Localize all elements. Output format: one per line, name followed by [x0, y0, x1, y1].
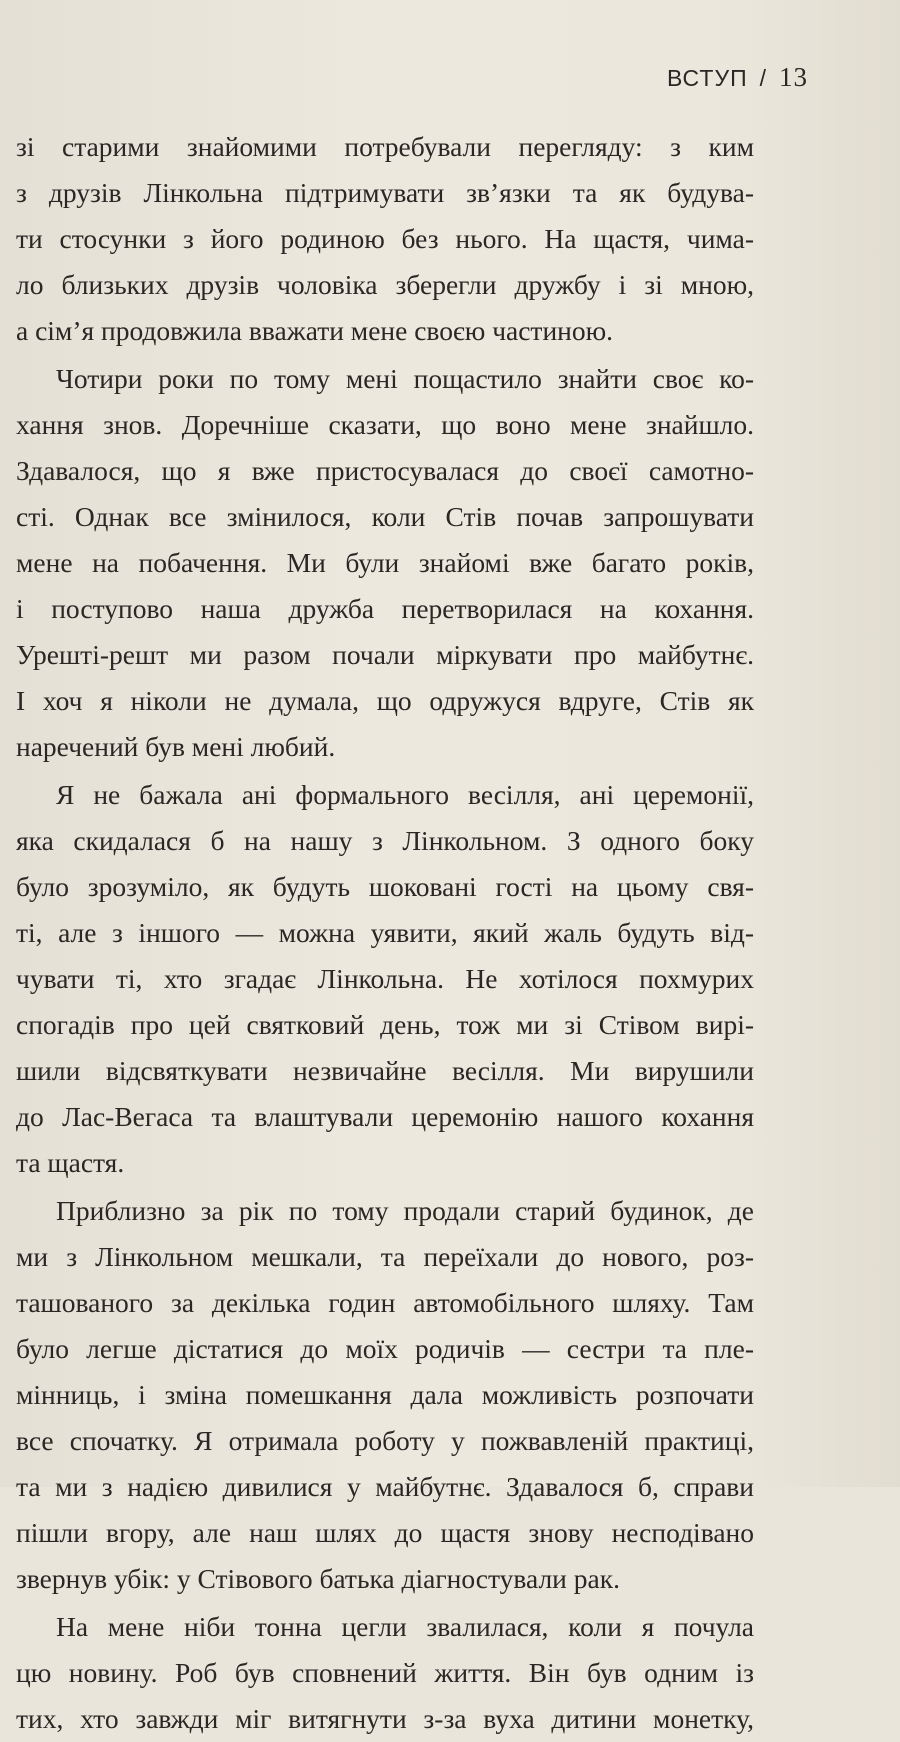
paragraph	[16, 356, 754, 770]
page-number: 13	[779, 62, 808, 92]
text-line: ми з Лінкольном мешкали, та переїхали до нового, роз-	[16, 1241, 754, 1272]
header-separator: /	[759, 65, 767, 91]
text-line: хання знов. Доречніше сказати, що воно мене знайшло.	[16, 409, 754, 440]
body-text	[16, 124, 754, 1742]
text-line: ташованого за декілька годин автомобільного шляху. Там	[16, 1287, 754, 1318]
section-title: ВСТУП	[666, 65, 748, 91]
paragraph	[16, 1604, 754, 1742]
text-line: до Лас-Вегаса та влаштували церемонію нашого кохання	[16, 1101, 754, 1132]
text-line: та ми з надією дивилися у майбутнє. Здавалося б, справи	[16, 1471, 754, 1502]
text-line: чувати ті, хто згадає Лінкольна. Не хотілося похмурих	[16, 963, 754, 994]
text-line: і поступово наша дружба перетворилася на кохання.	[16, 593, 754, 624]
paragraph	[16, 772, 754, 1186]
text-line: пішли вгору, але наш шлях до щастя знову несподівано	[16, 1517, 754, 1548]
text-line: а сім’я продовжила вважати мене своєю частиною.	[16, 315, 614, 346]
text-line: було легше дістатися до моїх родичів — сестри та пле-	[16, 1333, 754, 1364]
text-line: спогадів про цей святковий день, тож ми зі Стівом вирі-	[16, 1009, 754, 1040]
text-line: зі старими знайомими потребували перегляду: з ким	[16, 131, 754, 162]
text-line: ті, але з іншого — можна уявити, який жаль будуть від-	[16, 917, 754, 948]
text-line: сті. Однак все змінилося, коли Стів почав запрошувати	[16, 501, 754, 532]
text-line: мінниць, і зміна помешкання дала можливість розпочати	[16, 1379, 754, 1410]
text-line: цю новину. Роб був сповнений життя. Він був одним із	[16, 1657, 754, 1688]
running-head	[667, 62, 808, 93]
paragraph	[16, 1188, 754, 1602]
text-line: Урешті-решт ми разом почали міркувати про майбутнє.	[16, 639, 754, 670]
text-line: тих, хто завжди міг витягнути з-за вуха дитини монетку,	[16, 1703, 754, 1734]
text-line: На мене ніби тонна цегли звалилася, коли я почула	[56, 1611, 754, 1642]
text-line: мене на побачення. Ми були знайомі вже багато років,	[16, 547, 754, 578]
text-line: Я не бажала ані формального весілля, ані церемонії,	[56, 779, 754, 810]
text-line: з друзів Лінкольна підтримувати зв’язки та як будува-	[16, 177, 754, 208]
text-line: було зрозуміло, як будуть шоковані гості на цьому свя-	[16, 871, 754, 902]
text-line: та щастя.	[16, 1147, 125, 1178]
text-line: І хоч я ніколи не думала, що одружуся вдруге, Стів як	[16, 685, 754, 716]
text-line: ти стосунки з його родиною без нього. На щастя, чима-	[16, 223, 754, 254]
text-line: Приблизно за рік по тому продали старий будинок, де	[56, 1195, 754, 1226]
text-line: шили відсвяткувати незвичайне весілля. Ми вирушили	[16, 1055, 754, 1086]
text-line: яка скидалася б на нашу з Лінкольном. З одного боку	[16, 825, 754, 856]
text-line: наречений був мені любий.	[16, 731, 336, 762]
text-line: Чотири роки по тому мені пощастило знайти своє ко-	[56, 363, 754, 394]
text-line: звернув убік: у Стівового батька діагностували рак.	[16, 1563, 620, 1594]
text-line: ло близьких друзів чоловіка зберегли дружбу і зі мною,	[16, 269, 754, 300]
text-line: все спочатку. Я отримала роботу у пожвавленій практиці,	[16, 1425, 754, 1456]
text-line: Здавалося, що я вже пристосувалася до своєї самотно-	[16, 455, 754, 486]
paragraph	[16, 124, 754, 354]
